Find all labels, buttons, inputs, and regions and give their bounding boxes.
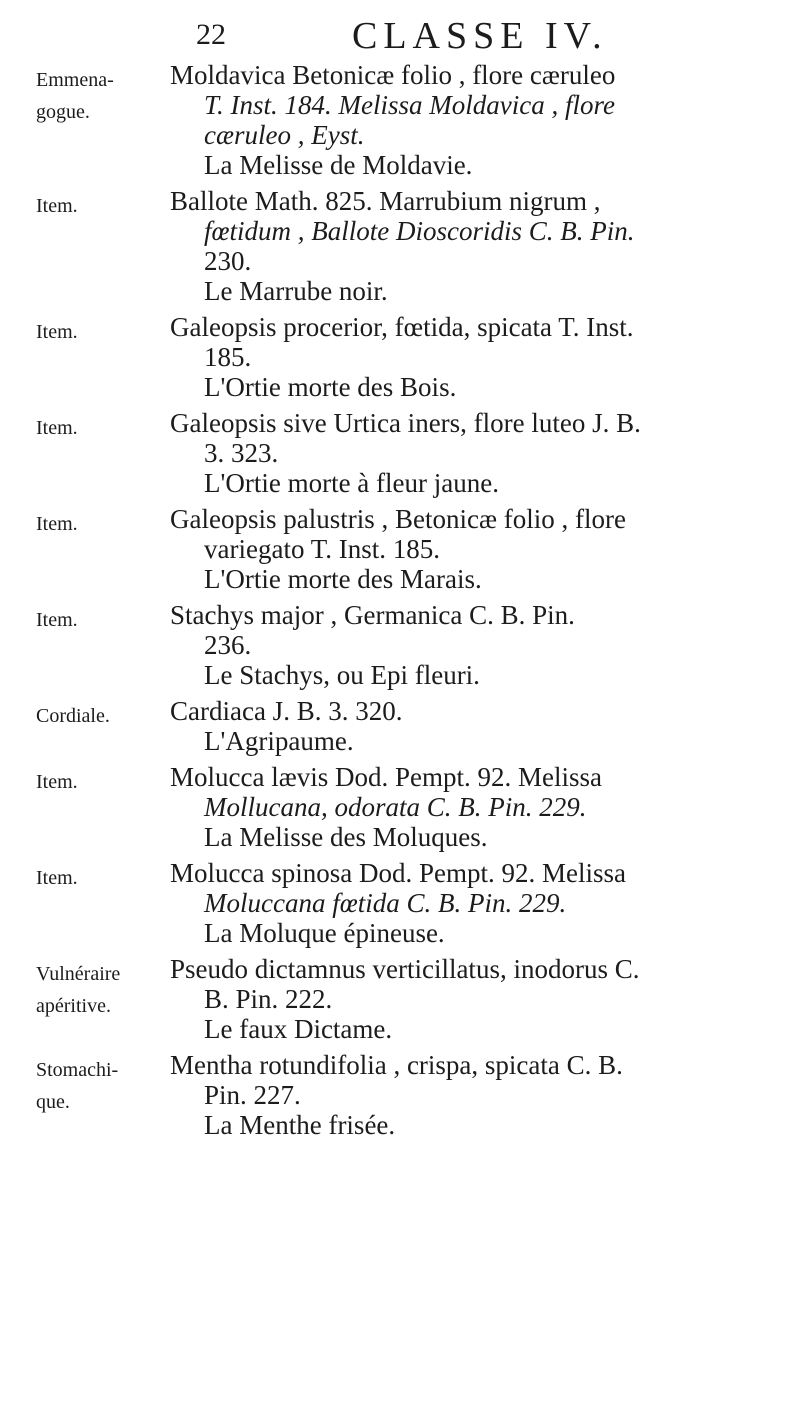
- margin-line: Item.: [36, 321, 78, 343]
- entry-text: [170, 762, 800, 852]
- french-name: Le Stachys, ou Epi fleuri.: [204, 660, 480, 690]
- entry-text: [170, 954, 800, 1044]
- latin-line: Mollucana, odorata C. B. Pin. 229.: [204, 792, 587, 822]
- margin-note: [0, 504, 170, 594]
- french-name: La Moluque épineuse.: [204, 918, 445, 948]
- entry-text: [170, 696, 800, 756]
- latin-line: T. Inst. 184. Melissa Moldavica , flore: [204, 90, 615, 120]
- margin-line: Emmena-: [36, 69, 114, 91]
- latin-line: 185.: [204, 342, 252, 372]
- margin-line: apéritive.: [36, 995, 111, 1017]
- latin-line: cæruleo , Eyst.: [204, 120, 365, 150]
- french-name: L'Agripaume.: [204, 726, 354, 756]
- latin-line: Molucca lævis Dod. Pempt. 92. Melissa: [170, 762, 602, 792]
- entry-text: [170, 504, 800, 594]
- page-number: 22: [196, 18, 226, 51]
- plant-entry: [0, 408, 800, 498]
- latin-line: Stachys major , Germanica C. B. Pin.: [170, 600, 575, 630]
- entry-text: [170, 186, 800, 306]
- latin-line: 3. 323.: [204, 438, 279, 468]
- latin-line: Cardiaca J. B. 3. 320.: [170, 696, 403, 726]
- plant-entry: [0, 186, 800, 306]
- running-title: CLASSE IV.: [352, 15, 608, 57]
- latin-line: Moldavica Betonicæ folio , flore cæruleo: [170, 60, 616, 90]
- margin-line: que.: [36, 1091, 70, 1113]
- french-name: La Melisse de Moldavie.: [204, 150, 473, 180]
- margin-note: [0, 312, 170, 402]
- plant-entry: [0, 504, 800, 594]
- margin-note: [0, 1050, 170, 1140]
- margin-line: Cordiale.: [36, 705, 110, 727]
- page-header: [0, 14, 800, 58]
- latin-line: Ballote Math. 825. Marrubium nigrum ,: [170, 186, 601, 216]
- entry-text: [170, 312, 800, 402]
- french-name: L'Ortie morte à fleur jaune.: [204, 468, 499, 498]
- latin-line: Galeopsis sive Urtica iners, flore luteo J. B.: [170, 408, 641, 438]
- plant-entry: [0, 762, 800, 852]
- latin-line: Mentha rotundifolia , crispa, spicata C. B.: [170, 1050, 623, 1080]
- latin-line: Galeopsis procerior, fœtida, spicata T. Inst.: [170, 312, 634, 342]
- plant-entry: [0, 858, 800, 948]
- latin-line: Molucca spinosa Dod. Pempt. 92. Melissa: [170, 858, 626, 888]
- plant-entry: [0, 954, 800, 1044]
- latin-line: Galeopsis palustris , Betonicæ folio , flore: [170, 504, 626, 534]
- plant-entry: [0, 1050, 800, 1140]
- margin-line: Item.: [36, 195, 78, 217]
- entry-text: [170, 408, 800, 498]
- latin-line: variegato T. Inst. 185.: [204, 534, 440, 564]
- latin-line: Pseudo dictamnus verticillatus, inodorus C.: [170, 954, 640, 984]
- latin-line: B. Pin. 222.: [204, 984, 333, 1014]
- plant-entry: [0, 60, 800, 180]
- margin-line: Item.: [36, 513, 78, 535]
- latin-line: Moluccana fœtida C. B. Pin. 229.: [204, 888, 567, 918]
- margin-line: Item.: [36, 867, 78, 889]
- margin-note: [0, 600, 170, 690]
- plant-entry: [0, 600, 800, 690]
- margin-line: Item.: [36, 771, 78, 793]
- margin-note: [0, 954, 170, 1044]
- latin-line: fœtidum , Ballote Dioscoridis C. B. Pin.: [204, 216, 635, 246]
- margin-note: [0, 408, 170, 498]
- margin-line: Item.: [36, 417, 78, 439]
- margin-note: [0, 186, 170, 306]
- french-name: Le Marrube noir.: [204, 276, 388, 306]
- french-name: La Menthe frisée.: [204, 1110, 396, 1140]
- french-name: L'Ortie morte des Marais.: [204, 564, 482, 594]
- entry-text: [170, 858, 800, 948]
- french-name: La Melisse des Moluques.: [204, 822, 488, 852]
- entry-text: [170, 600, 800, 690]
- latin-line: Pin. 227.: [204, 1080, 301, 1110]
- margin-line: Vulnéraire: [36, 963, 121, 985]
- french-name: Le faux Dictame.: [204, 1014, 393, 1044]
- margin-note: [0, 858, 170, 948]
- entry-text: [170, 60, 800, 180]
- margin-note: [0, 696, 170, 756]
- plant-entry: [0, 696, 800, 756]
- latin-line: 230.: [204, 246, 252, 276]
- latin-line: 236.: [204, 630, 252, 660]
- french-name: L'Ortie morte des Bois.: [204, 372, 457, 402]
- entry-text: [170, 1050, 800, 1140]
- plant-entry: [0, 312, 800, 402]
- entry-list: [0, 60, 800, 1140]
- margin-note: [0, 762, 170, 852]
- margin-note: [0, 60, 170, 180]
- margin-line: gogue.: [36, 101, 90, 123]
- margin-line: Item.: [36, 609, 78, 631]
- margin-line: Stomachi-: [36, 1059, 119, 1081]
